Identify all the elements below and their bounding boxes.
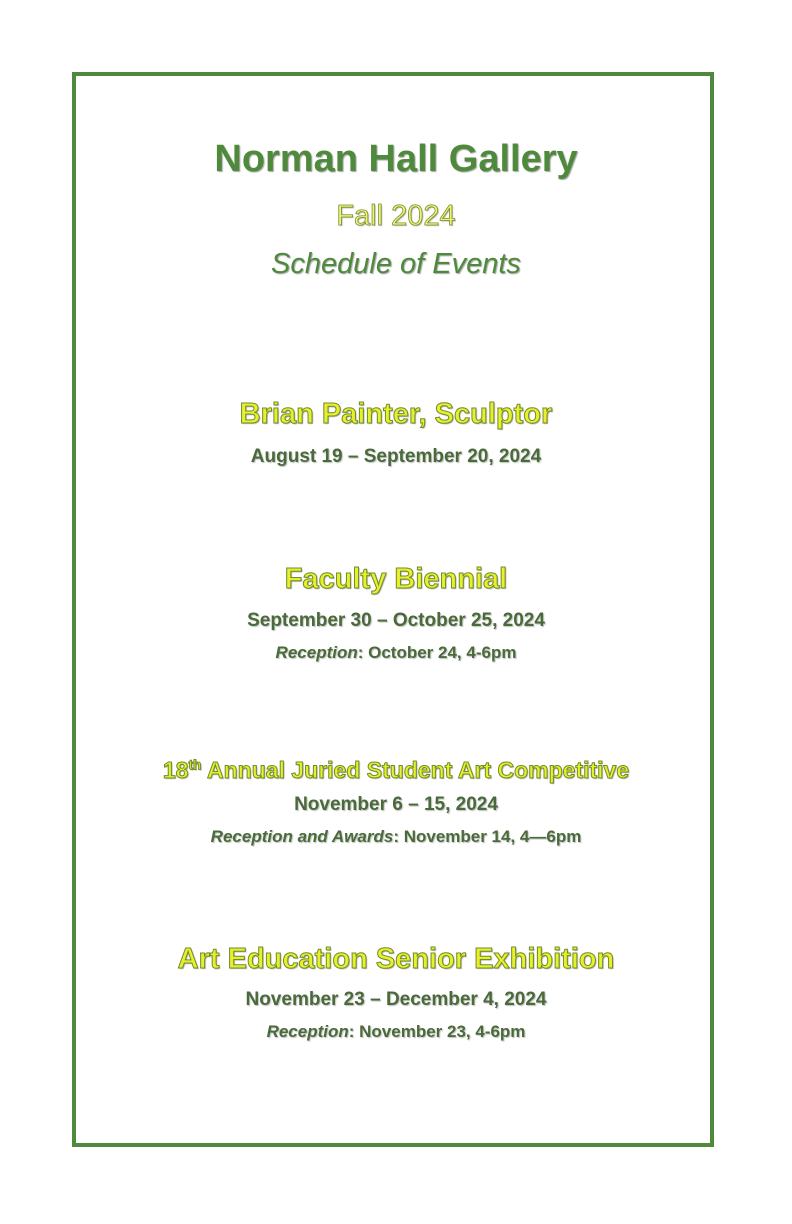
event-reception-art-education-senior xyxy=(0,1022,792,1042)
season-label: Fall 2024 xyxy=(336,200,456,232)
event-title-ordinal: th xyxy=(188,757,202,773)
event-dates-art-education-senior: November 23 – December 4, 2024 xyxy=(245,989,547,1010)
reception-details: : October 24, 4-6pm xyxy=(357,643,517,662)
reception-label: Reception xyxy=(266,1022,349,1041)
schedule-subtitle: Schedule of Events xyxy=(271,248,521,280)
event-title-art-education-senior: Art Education Senior Exhibition xyxy=(177,943,615,975)
event-dates-faculty-biennial: September 30 – October 25, 2024 xyxy=(247,610,545,631)
event-reception-faculty-biennial xyxy=(0,643,792,663)
event-dates-brian-painter: August 19 – September 20, 2024 xyxy=(250,446,542,467)
event-title-faculty-biennial: Faculty Biennial xyxy=(284,563,508,595)
reception-label: Reception and Awards xyxy=(210,827,394,846)
event-title-number: 18 xyxy=(162,757,189,783)
event-title-juried-student-art xyxy=(0,757,792,784)
gallery-title: Norman Hall Gallery xyxy=(214,138,578,180)
reception-label: Reception xyxy=(275,643,358,662)
event-title-rest: Annual Juried Student Art Competitive xyxy=(201,757,630,783)
event-reception-juried-student-art xyxy=(0,827,792,847)
reception-details: : November 23, 4-6pm xyxy=(348,1022,526,1041)
event-title-brian-painter: Brian Painter, Sculptor xyxy=(239,398,553,430)
event-dates-juried-student-art: November 6 – 15, 2024 xyxy=(294,794,498,815)
reception-details: : November 14, 4—6pm xyxy=(393,827,582,846)
